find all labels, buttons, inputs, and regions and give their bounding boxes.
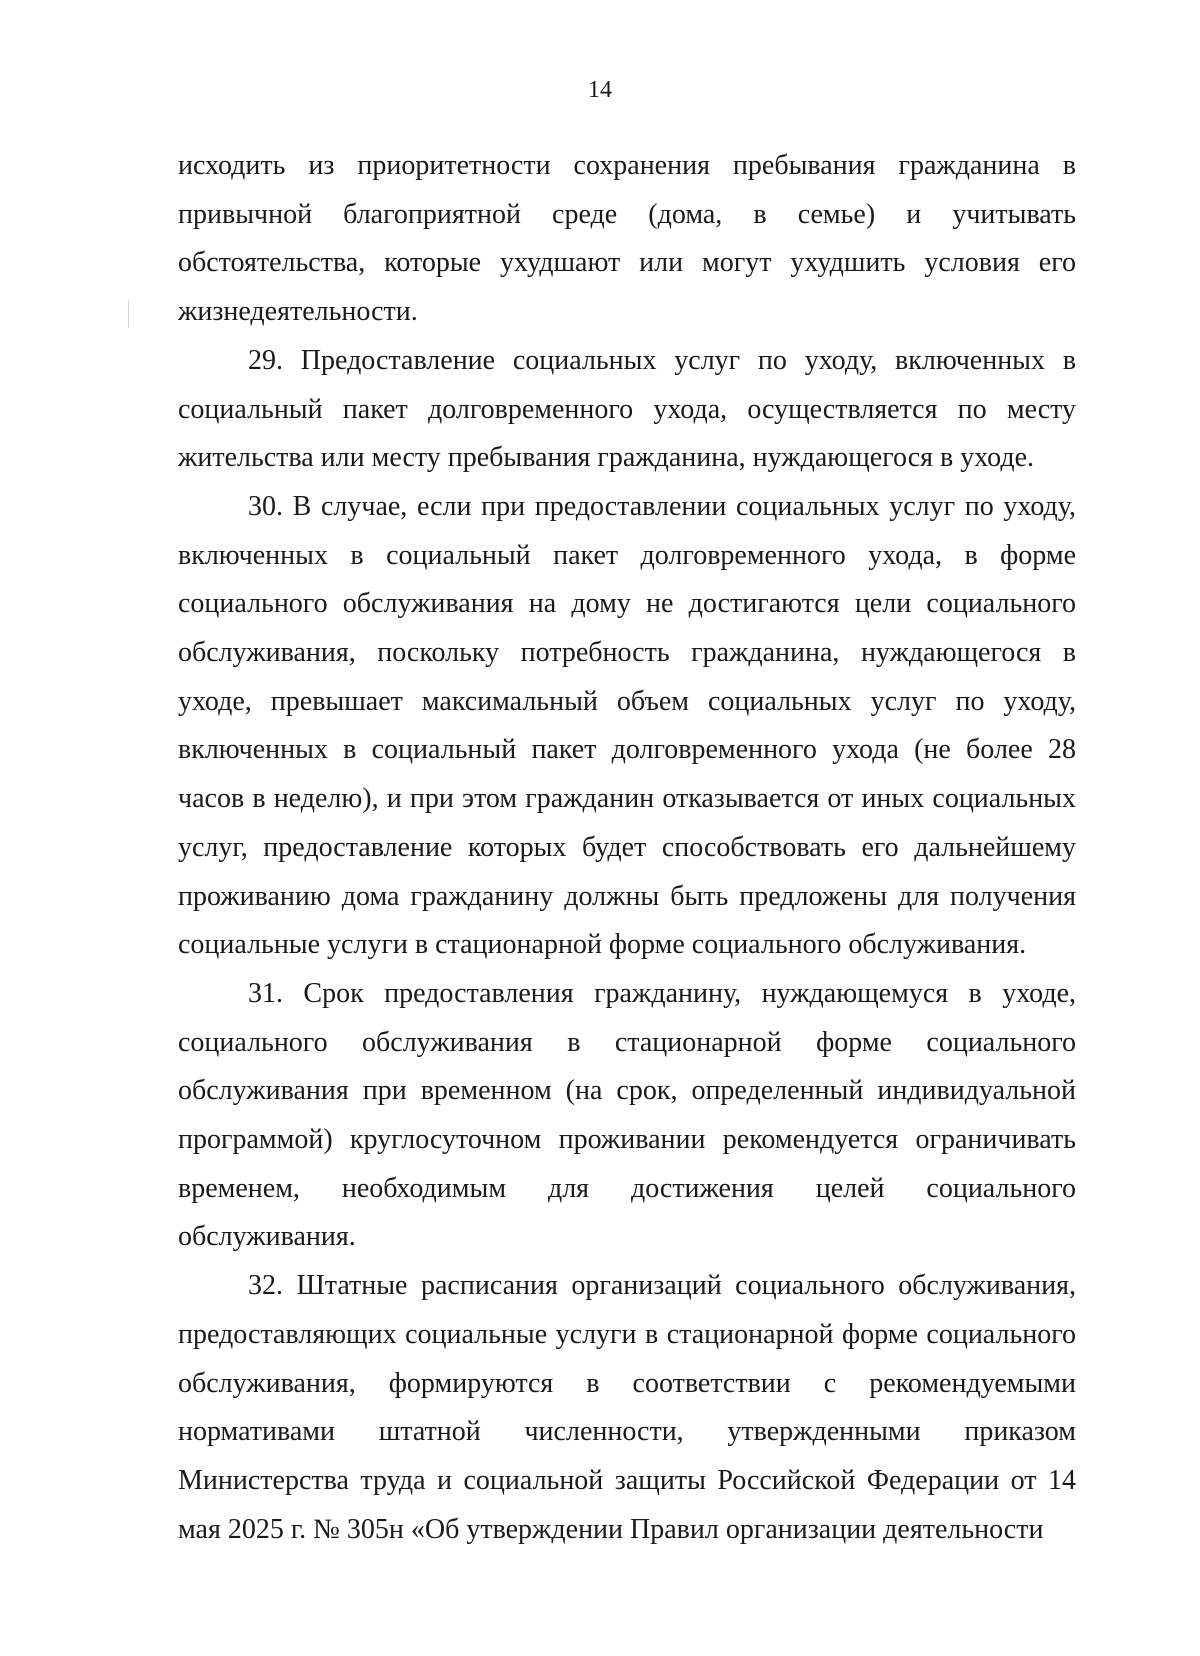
paragraph-32: 32. Штатные расписания организаций социального обслуживания, предоставляющих социальные услуги в стационарной форме социального обслуживания, формируются в соответствии с рекомендуемыми нормативами штатной численности, утвержденными приказом Министерства труда и социальной защиты Российской Федерации от 14 мая 2025 г. № 305н «Об утверждении Правил организации деятельности (178, 1270, 1076, 1545)
page-number: 14 (588, 77, 612, 103)
paragraph-29: 29. Предоставление социальных услуг по уходу, включенных в социальный пакет долговременного ухода, осуществляется по месту жительства или месту пребывания гражданина, нуждающегося в уходе. (178, 344, 1076, 474)
paragraph-31: 31. Срок предоставления гражданину, нуждающемуся в уходе, социального обслуживания в стационарной форме социального обслуживания при временном (на срок, определенный индивидуальной программой) круглосуточном проживании рекомендуется ограничивать временем, необходимым для достижения целей социального обслуживания. (178, 977, 1076, 1253)
scan-mark (128, 300, 129, 328)
paragraph-30: 30. В случае, если при предоставлении социальных услуг по уходу, включенных в социальный пакет долговременного ухода, в форме социального обслуживания на дому не достигаются цели социального обслуживания, поскольку потребность гражданина, нуждающегося в уходе, превышает максимальный объем социальных услуг по уходу, включенных в социальный пакет долговременного ухода (не более 28 часов в неделю), и при этом гражданин отказывается от иных социальных услуг, предоставление которых будет способствовать его дальнейшему проживанию дома гражданину должны быть предложены для получения социальные услуги в стационарной форме социального обслуживания. (178, 490, 1076, 961)
paragraph-continuation: исходить из приоритетности сохранения пребывания гражданина в привычной благоприятной среде (дома, в семье) и учитывать обстоятельства, которые ухудшают или могут ухудшить условия его жизнедеятельности. (178, 150, 1076, 328)
document-body (178, 142, 1076, 1554)
